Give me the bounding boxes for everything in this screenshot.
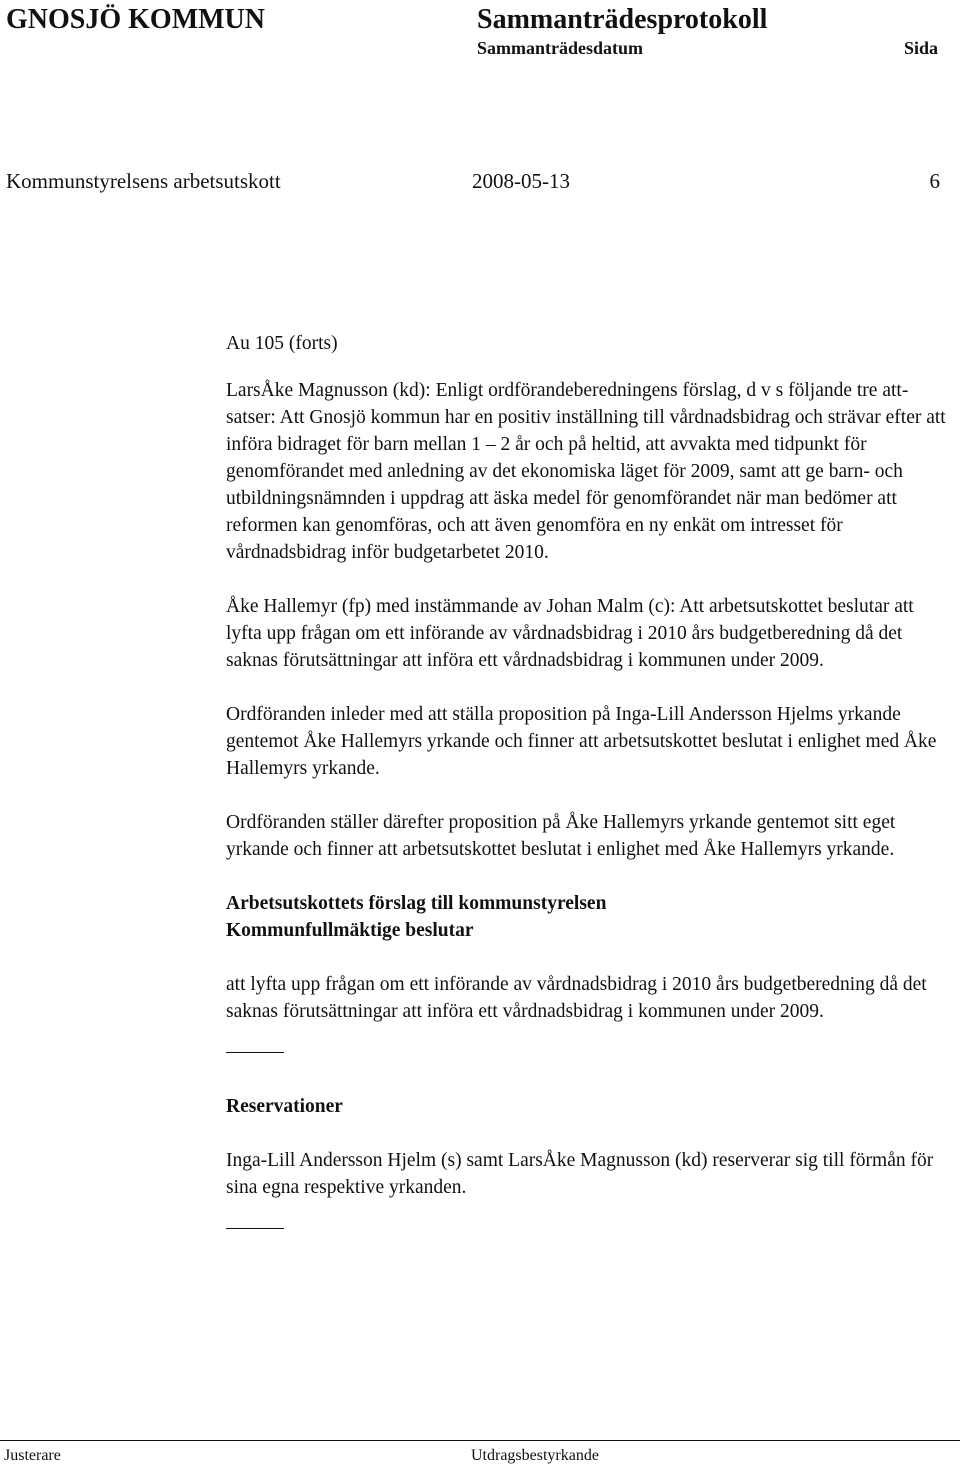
document-title: Sammanträdesprotokoll: [477, 4, 768, 35]
meeting-date-label: Sammanträdesdatum: [477, 38, 644, 58]
paragraph-first-proposition: Ordföranden inleder med att ställa proposition på Inga-Lill Andersson Hjelms yrkande gentemot Åke Hallemyrs yrkande och finner att arbetsutskottet beslutat i enlighet med Åke Hallemyrs yrkande.: [226, 704, 937, 779]
committee-name: Kommunstyrelsens arbetsutskott: [6, 169, 281, 193]
footer-divider: [0, 1440, 960, 1441]
page-number: 6: [929, 169, 940, 193]
document-body: [226, 330, 952, 1269]
page-label: Sida: [903, 38, 938, 58]
proposal-heading: Arbetsutskottets förslag till kommunstyrelsen: [226, 893, 607, 914]
meta-row: [6, 169, 940, 195]
section-reference: Au 105 (forts): [226, 333, 338, 354]
reservations-text: Inga-Lill Andersson Hjelm (s) samt LarsÅke Magnusson (kd) reserverar sig till förmån för sina egna respektive yrkanden.: [226, 1150, 934, 1198]
page-footer: [0, 1447, 960, 1469]
organization-name: GNOSJÖ KOMMUN: [6, 4, 265, 35]
paragraph-hallemyr-proposal: Åke Hallemyr (fp) med instämmande av Johan Malm (c): Att arbetsutskottet beslutar att lyfta upp frågan om ett införande av vårdnadsbidrag i 2010 års budgetberedning då det saknas förutsättningar att införa ett vårdnadsbidrag i kommunen under 2009.: [226, 596, 914, 671]
decision-heading: Kommunfullmäktige beslutar: [226, 920, 474, 941]
section-divider: [226, 1228, 284, 1229]
justerare-label: Justerare: [4, 1447, 61, 1464]
meeting-date: 2008-05-13: [472, 169, 570, 193]
utdragsbestyrkande-label: Utdragsbestyrkande: [471, 1447, 599, 1464]
paragraph-larsake-proposal: LarsÅke Magnusson (kd): Enligt ordförandeberedningens förslag, d v s följande tre att-satser: Att Gnosjö kommun har en positiv inställning till vårdnadsbidrag och strävar efter att införa bidraget för barn mellan 1 – 2 år och på heltid, att avvakta med tidpunkt för genomförandet med anledning av det ekonomiska läget för 2009, samt att ge barn- och utbildningsnämnden i uppdrag att äska medel för genomförandet när man bedömer att reformen kan genomföras, och att även genomföra en ny enkät om intresset för vårdnadsbidrag inför budgetarbetet 2010.: [226, 380, 946, 563]
proposal-text: att lyfta upp frågan om ett införande av vårdnadsbidrag i 2010 års budgetberedning då det saknas förutsättningar att införa ett vårdnadsbidrag i kommunen under 2009.: [226, 974, 927, 1022]
paragraph-second-proposition: Ordföranden ställer därefter proposition på Åke Hallemyrs yrkande gentemot sitt eget yrkande och finner att arbetsutskottet beslutat i enlighet med Åke Hallemyrs yrkande.: [226, 812, 896, 860]
page-header: [6, 4, 938, 36]
page-header-sub: [6, 38, 938, 58]
section-divider: [226, 1052, 284, 1053]
reservations-heading: Reservationer: [226, 1096, 343, 1117]
proposal-headings: [226, 890, 952, 944]
